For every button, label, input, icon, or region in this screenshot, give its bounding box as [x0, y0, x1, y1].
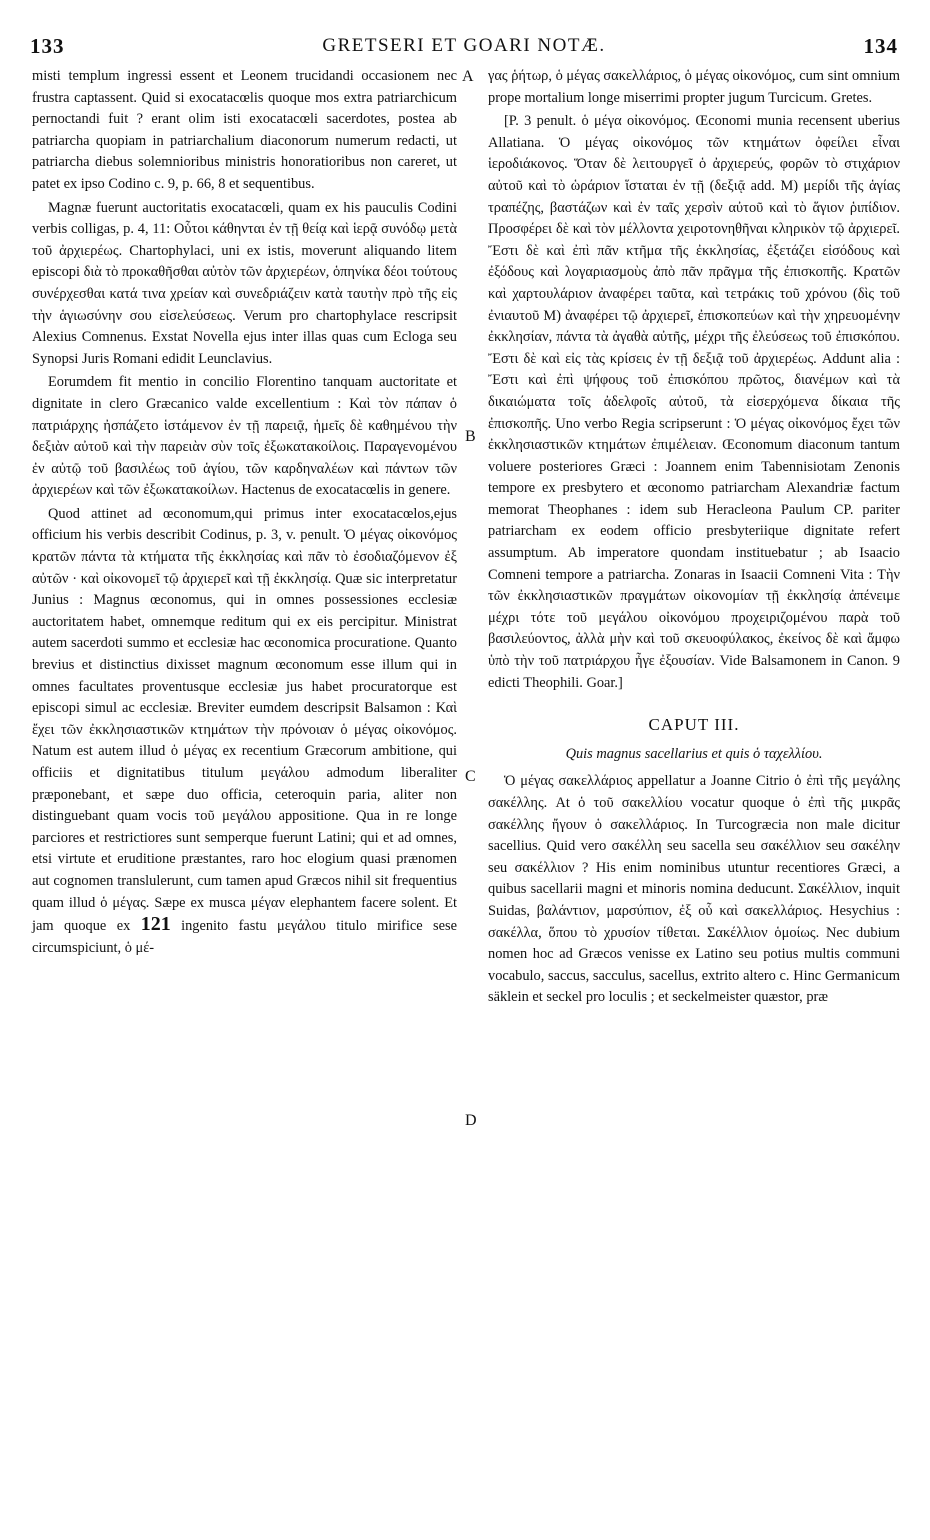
left-paragraph-4-text: Quod attinet ad œconomum,qui primus inter exocatacœlos,ejus officium his verbis describit Codinus, p. 3, v. penult. Ὁ μέγας οἰκονόμος κρατῶν πάντα τὰ κτήματα τῆς ἐκκλησίας καὶ πᾶν τὸ ἐσοδιαζόμενον ἐξ αὐτῶν · καὶ οἰκονομεῖ τῷ ἀρχιερεῖ καὶ τῇ ἐκκλησίᾳ. Quæ sic interpretatur Junius : Magnus œconomus, qui in omnes possessiones ecclesiæ auctoritatem habet, omnemque reditum qui ex eis percipitur. Ministrat autem sacerdoti summo et ecclesiæ hac œconomica procuratione. Quanto brevius et distinctius dixisset magnum œconomum esse illum qui in omnes facultates proventusque ecclesiæ jus habet procuratorque est episcopi simul ac ecclesiæ. Breviter eumdem descripsit Balsamon : Καὶ ἔχει τῶν ἐκκλησιαστικῶν κτημάτων τὴν πρόνοιαν ὁ μέγας οἰκονόμος. Natum est autem illud ὁ μέγας ex recentium Græcorum ambitione, qui officiis et dignitatibus titulum μεγάλου admodum liberaliter præponebant, et sæpe duo officia, ceteroquin paria, aliter non distinguebant quam vocis τοῦ μεγάλου appositione. Qua in re longe parciores et restrictiores sunt semperque fuerunt Latini; qui et ad omnes, etsi virtute et eruditione præstantes, raro hoc elogium quasi prænomen aut cognomen translulerunt, cum tamen apud Græcos nihil sit frequentius quam illud ὁ μέγας. Sæpe ex musca μέγαν elephantem facere solent. Et jam quoque ex — [32, 505, 457, 935]
margin-marker-b: B — [465, 428, 476, 445]
right-paragraph-2: [P. 3 penult. ὁ μέγα οἰκονόμος. Œconomi munia recensent uberius Allatiana. Ὁ μέγας οἰκονόμος τῶν κτημάτων ὀφείλει εἶναι ἱεροδιάκονος. Ὅταν δὲ λειτουργεῖ ὁ ἀρχιερεύς, φορῶν τὸ στιχάριον αὐτοῦ καὶ τὸ ὡράριον ἵσταται ἐν τῇ (δεξιᾷ add. M) μερίδι τῆς ἁγίας τραπέζης, βαστάζων καὶ ἐν ταῖς χερσὶν αὐτοῦ καὶ τὸ ἅγιον ῥιπίδιον. Προσφέρει δὲ καὶ τὸν μέλλοντα χειροτονηθῆναι κληρικὸν τῷ ἀρχιερεῖ. Ἔστι δὲ καὶ ἐπὶ πᾶν κτῆμα τῆς ἐκκλησίας, ἐξετάζει εἰσόδους καὶ ἐξόδους καὶ λογαριασμοὺς ἀπὸ πᾶν πρᾶγμα τῆς ἐπισκοπῆς. Κρατῶν καὶ χαρτουλάριον ἀναφέρει ταῦτα, καὶ τετράκις τοῦ χρόνου (δὶς τοῦ ἐνιαυτοῦ M) ἀναφέρει τῷ ἀρχιερεῖ, ἐπισκοπεύων καὶ τὴν χηρευομένην ἐκκλησίαν, πάντα τὰ ἀγαθὰ αὐτῆς, μέχρι τῆς ἐλεύσεως τοῦ ἐπισκόπου. Ἔστι δὲ καὶ εἰς τὰς κρίσεις ἐν τῇ δεξιᾷ τοῦ ἀρχιερέως. Addunt alia : Ἔστι καὶ ἐπὶ ψήφους τοῦ ἐπισκόπου πρῶτος, διανέμων καὶ τὰ δικαιώματα τοῖς ἀδελφοῖς αὐτοῦ, τὰ εἰσερχόμενα δίκαια τῆς ἐπισκοπῆς. Uno verbo Regia scripserunt : Ὁ μέγας οἰκονόμος ἔχει τῶν ἐκκλησιαστικῶν κτημάτων ἐπιμέλειαν. Œconomum diaconum tantum voluere posteriores Græci : Joannem enim Tabennisiotam Zenonis tempore ex presbytero et œconomo patriarcham Alexandriæ factum memorat Theophanes : idem sub Heracleona Paulum CP. pariter patriarcham ex eodem officio presbyteriique dignitate refert assumptum. Ab imperatore quondam instituebatur ; ab Isaacio Comneni tempore a patriarcha. Zonaras in Isaacii Comneni Vita : Τὴν τῶν ἐκκλησιαστικῶν πραγμάτων οἰκονομίαν τῇ ἐκκλησίᾳ ἀπένειμε μέχρι τότε τοῦ μεγάλου οἰκονόμου προχειριζομένου παρὰ τοῦ βασιλεύοντος, ἀλλὰ μὴν καὶ τοῦ σκευοφύλακος, ἐκείνος δὲ καὶ ἄμφω ὑπὸ τὴν τοῦ πατριάρχου ἦγε ἐξουσίαν. Vide Balsamonem in Canon. 9 edicti Theophili. Goar.] — [488, 113, 900, 691]
volume-number: 121 — [140, 913, 171, 936]
page-number-right: 134 — [863, 34, 898, 58]
right-paragraph-3: Ὁ μέγας σακελλάριος appellatur a Joanne Citrio ὁ ἐπὶ τῆς μεγάλης σακέλλης. At ὁ τοῦ σακελλίου vocatur quoque ὁ ἐπὶ τῆς μικρᾶς σακέλλης ἤγουν ὁ σακελλάριος. In Turcogræcia non male dicitur sacellius. Quid vero σακέλλη seu sacella seu σακέλλιον seu σακέλην seu σακέλλιον ? His enim nominibus utuntur recentiores Græci, a quibus sacellarii magni et minoris nomina deducunt. Σακέλλιον, inquit Suidas, βαλάντιον, μαρσύπιον, ἐξ οὗ καὶ σακελλάριος. Hesychius : σακέλλα, ὅπου τὸ χρυσίον τίθεται. Σακέλλιον ὁμοίως. Nec dubium nomen hoc ad Græcos venisse ex Latino seu potius multis communi vocabulo, saccus, sacculus, sacellus, extrito altero c. Hinc Germanicum säklein et seckel pro loculis ; et seckelmeister quæstor, præ — [488, 773, 900, 1006]
margin-marker-d: D — [465, 1112, 477, 1129]
right-column — [488, 66, 900, 1009]
running-title: GRETSERI ET GOARI NOTÆ. — [322, 35, 606, 56]
left-paragraph-4-end: ingenito fastu μεγάλου titulo mirifice sese circumspiciunt, ὁ μέ- — [32, 918, 457, 956]
running-header — [30, 34, 898, 60]
margin-marker-a: A — [462, 68, 474, 85]
left-paragraph-2: Magnæ fuerunt auctoritatis exocatacœli, quam ex his pauculis Codini verbis colligas, p. 4, 11: Οὗτοι κάθηνται ἐν τῇ θείᾳ καὶ ἱερᾷ συνόδῳ μετὰ τοῦ ἀρχιερέως. Chartophylaci, uni ex istis, moverunt aliquando litem episcopi διὰ τὸ προκαθῆσθαι αὐτὸν τῶν ἀρχιερέων, ὁπηνίκα δέοι τούτους συνέρχεσθαι κατά τινα χρείαν καὶ συνεδριάζειν κατὰ ταυτὴν πρὸ τῆς εἰς τὴν ἁγιωσύνην σου εἰσελεύσεως. Verum pro chartophylace rescripsit Alexius Comnenus. Exstat Novella ejus inter illas quas cum Ecloga seu Synopsi Juris Romani edidit Leunclavius. — [32, 199, 457, 367]
page-number-left: 133 — [30, 34, 65, 58]
chapter-heading: CAPUT III. — [648, 715, 740, 735]
chapter-subtitle: Quis magnus sacellarius et quis ὁ ταχελλίου. — [565, 745, 823, 762]
left-paragraph-3: Eorumdem fit mentio in concilio Florentino tanquam auctoritate et dignitate in clero Græcanico valde excellentium : Καὶ τὸν πάπαν ὁ πατριάρχης ἠσπάζετο ἱστάμενον ἐν τῇ παρειᾷ, ἡμεῖς δὲ καθημένου τὴν δεξιὰν αὐτοῦ καὶ τὴν παρειὰν σὺν τοῖς ἐξωκατακοίλοις. Παραγενομένου ἐν αὐτῷ τοῦ βασιλέως τοῦ ἁγίου, τῶν καρδηναλέων καὶ πάντων τῶν ἀρχιερέων καὶ τῶν ἐξωκατακοίλων. Hactenus de exocatacœlis in genere. — [32, 374, 457, 499]
left-paragraph-4 — [32, 504, 457, 959]
left-column — [32, 66, 457, 959]
left-paragraph-1: misti templum ingressi essent et Leonem trucidandi occasionem nec frustra captassent. Quid si exocatacœlis quoque mos extra patriarchicum pernoctandi fuit ? erant olim isti exocatacœli sacerdotes, postea ab patriarcha quopiam in patriarchalium diaconorum numerum redacti, ut patriarcha diebus solemnioribus ministris honoratioribus non careret, ut patet ex ipso Codino c. 9, p. 66, 8 et sequentibus. — [32, 68, 457, 192]
margin-marker-c: C — [465, 768, 476, 785]
right-paragraph-1: γας ῥήτωρ, ὁ μέγας σακελλάριος, ὁ μέγας οἰκονόμος, cum sint omnium prope mortalium longe miserrimi propter jugum Turcicum. Gretes. — [488, 68, 900, 106]
